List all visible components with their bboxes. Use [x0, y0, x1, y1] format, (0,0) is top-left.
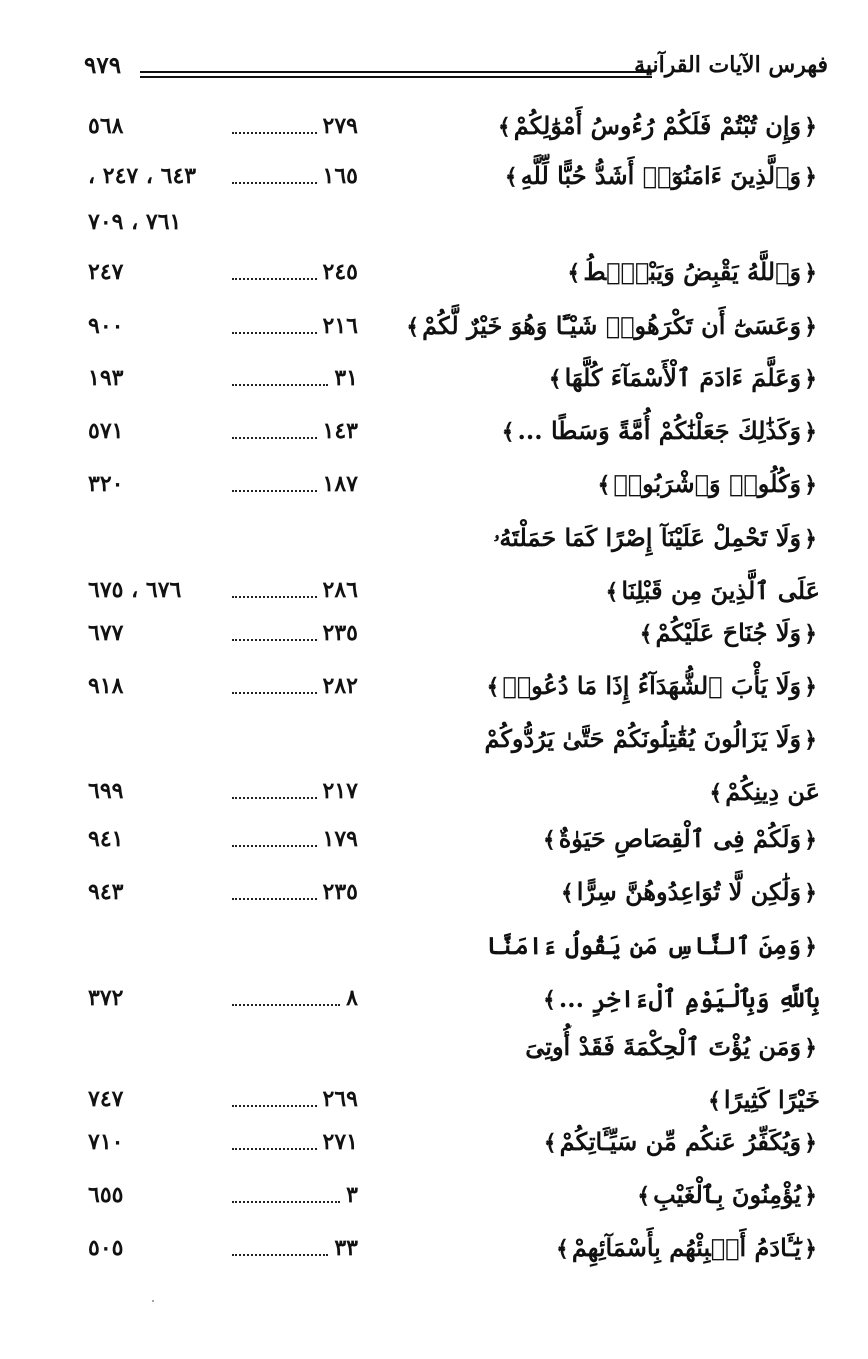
dot-leader — [232, 384, 328, 386]
bracket-close: ﴾ — [504, 164, 518, 190]
ayah-number: ٨ — [346, 985, 358, 1011]
bracket-open: ﴿ — [804, 1130, 817, 1156]
ayah-number: ٣ — [346, 1182, 358, 1208]
bracket-close: ﴾ — [497, 114, 511, 140]
page-reference: ١٩٣ — [88, 365, 124, 391]
ayah-number-cell — [232, 866, 358, 918]
index-entry — [0, 607, 868, 659]
bracket-open: ﴿ — [804, 164, 817, 190]
bracket-close: ﴾ — [542, 827, 556, 853]
bracket-open: ﴿ — [804, 526, 817, 552]
ayah-number: ٢٧١ — [322, 1129, 358, 1155]
bracket-open: ﴿ — [804, 366, 817, 392]
page-reference: ٩٤٣ — [88, 879, 124, 905]
bracket-close: ﴾ — [548, 366, 562, 392]
ayah-number-cell — [232, 405, 358, 457]
ayah-number-cell — [232, 300, 358, 352]
dot-leader — [232, 490, 317, 492]
index-entry — [0, 713, 868, 817]
paper-speck — [152, 1300, 154, 1302]
index-entry — [0, 866, 868, 918]
bracket-close: ﴾ — [501, 419, 515, 445]
bracket-close: ﴾ — [605, 579, 619, 605]
verse-words: وَلَا تَحْمِلْ عَلَيْنَآ إِصْرًا كَمَا حَمَلْتَهُۥ عَلَى ٱلَّذِينَ مِن قَبْلِنَا — [493, 523, 820, 605]
dot-leader — [232, 898, 317, 900]
page-reference: ٦٥٥ — [88, 1182, 124, 1208]
bracket-close: ﴾ — [486, 674, 500, 700]
verse-text — [490, 246, 820, 299]
verse-text — [406, 300, 820, 353]
verse-words: وَمِنَ ٱلنَّاسِ مَن يَقُولُ ءَامَنَّا بِٱللَّهِ وَبِٱلْيَوْمِ ٱلْءَاخِرِ ... — [486, 931, 820, 1013]
ayah-number-cell — [232, 352, 358, 404]
verse-text — [475, 920, 820, 1026]
ayah-number: ٣٣ — [334, 1235, 358, 1261]
bracket-open: ﴿ — [804, 727, 817, 753]
bracket-open: ﴿ — [804, 621, 817, 647]
bracket-close: ﴾ — [707, 1088, 721, 1114]
verse-text — [475, 1021, 820, 1127]
verse-words: وَلَا يَزَالُونَ يُقَٰتِلُونَكُمْ حَتَّىٰ يَرُدُّوكُمْ عَن دِينِكُمْ — [484, 724, 820, 806]
dot-leader — [232, 797, 317, 799]
page-reference: ٧١٠ — [88, 1129, 124, 1155]
verse-words: وَيُكَفِّرُ عَنكُم مِّن سَيِّـَٔاتِكُمْ — [559, 1127, 802, 1156]
index-entry — [0, 300, 868, 352]
ayah-number-cell — [232, 1222, 358, 1274]
ayah-number-cell — [232, 607, 358, 659]
verse-words: وَلَٰكِن لَّا تُوَاعِدُوهُنَّ سِرًّا — [576, 877, 802, 906]
bracket-close: ﴾ — [709, 780, 723, 806]
verse-text — [490, 1169, 820, 1222]
bracket-open: ﴿ — [804, 314, 817, 340]
page-reference: ٩٠٠ — [88, 313, 124, 339]
page-reference: ٧٤٧ — [88, 1086, 124, 1112]
verse-text — [486, 660, 820, 713]
bracket-close: ﴾ — [567, 260, 581, 286]
verse-text — [490, 866, 820, 919]
ayah-number: ٢٨٢ — [322, 673, 358, 699]
index-entry — [0, 512, 868, 616]
bracket-close: ﴾ — [597, 472, 611, 498]
ayah-number-cell — [232, 972, 358, 1024]
verse-words: وَإِن تُبْتُمْ فَلَكُمْ رُءُوسُ أَمْوَٰلِكُمْ — [513, 111, 802, 140]
bracket-close: ﴾ — [406, 314, 420, 340]
verse-text — [490, 458, 820, 511]
verse-text — [490, 100, 820, 153]
index-entry — [0, 1021, 868, 1125]
dot-leader — [232, 132, 317, 134]
page-reference: ٦٧٧ — [88, 620, 124, 646]
index-entry — [0, 920, 868, 1024]
ayah-number-cell — [232, 1116, 358, 1168]
page-reference: ٥٦٨ — [88, 113, 124, 139]
bracket-open: ﴿ — [804, 260, 817, 286]
ayah-number: ٣١ — [334, 365, 358, 391]
dot-leader — [232, 1201, 340, 1203]
verse-words: يُؤْمِنُونَ بِٱلْغَيْبِ — [653, 1180, 802, 1209]
page-reference: ٣٢٠ — [88, 471, 124, 497]
index-entry — [0, 405, 868, 457]
verse-text — [490, 813, 820, 866]
ayah-number-cell — [232, 246, 358, 298]
verse-text — [490, 150, 820, 203]
ayah-number-cell — [232, 660, 358, 712]
page-reference: ٥٧١ — [88, 418, 124, 444]
bracket-open: ﴿ — [804, 880, 817, 906]
verse-text — [490, 607, 820, 660]
dot-leader — [232, 437, 317, 439]
bracket-close: ﴾ — [639, 621, 653, 647]
bracket-open: ﴿ — [804, 1183, 817, 1209]
ayah-number: ٢١٧ — [322, 778, 358, 804]
bracket-open: ﴿ — [804, 472, 817, 498]
dot-leader — [232, 1004, 340, 1006]
verse-words: وَلَا جُنَاحَ عَلَيْكُمْ — [655, 618, 802, 647]
verse-words: وَكُلُوا۟ وَٱشْرَبُوا۟ — [613, 469, 802, 498]
dot-leader — [232, 1148, 317, 1150]
page-reference: ٩١٨ — [88, 673, 124, 699]
verse-words: وَٱللَّهُ يَقْبِضُ وَيَبْصُۜطُ — [583, 257, 802, 286]
page-reference: ٣٧٢ — [88, 985, 124, 1011]
page-reference: ٦٤٣ ، ٢٤٧ ، — [88, 163, 197, 189]
index-entry — [0, 150, 868, 246]
ayah-number: ٢٣٥ — [322, 879, 358, 905]
dot-leader — [232, 639, 317, 641]
ayah-number: ٢٤٥ — [322, 259, 358, 285]
verse-words: وَٱلَّذِينَ ءَامَنُوٓا۟ أَشَدُّ حُبًّا لِّلَّهِ — [520, 161, 802, 190]
verse-words: وَمَن يُؤْتَ ٱلْحِكْمَةَ فَقَدْ أُوتِىَ خَيْرًا كَثِيرًا — [525, 1032, 820, 1114]
verse-text — [475, 713, 820, 819]
page-reference: ٢٤٧ — [88, 259, 124, 285]
verse-text — [490, 1222, 820, 1275]
verse-text — [490, 1116, 820, 1169]
ayah-number: ١٨٧ — [322, 471, 358, 497]
running-header — [84, 50, 828, 94]
ayah-number: ٢٦٩ — [322, 1086, 358, 1112]
index-entry — [0, 352, 868, 404]
paper-speck — [570, 1025, 572, 1027]
page-reference: ٦٩٩ — [88, 778, 124, 804]
bracket-close: ﴾ — [543, 987, 556, 1013]
verse-words: وَلَا يَأْبَ ٱلشُّهَدَآءُ إِذَا مَا دُعُوا۟ — [502, 671, 802, 700]
bracket-close: ﴾ — [555, 1236, 569, 1262]
verse-text — [490, 352, 820, 405]
ayah-number: ١٤٣ — [322, 418, 358, 444]
verse-text — [475, 512, 820, 618]
verse-words: يَٰٓـَٔادَمُ أَنۢبِئْهُم بِأَسْمَآئِهِمْ — [571, 1233, 802, 1262]
ayah-number-cell — [232, 813, 358, 865]
page-number: ٩٧٩ — [84, 52, 122, 79]
index-entry — [0, 1116, 868, 1168]
page-reference: ٩٤١ — [88, 826, 124, 852]
verse-words: وَعَسَىٰٓ أَن تَكْرَهُوا۟ شَيْـًٔا وَهُوَ خَيْرٌ لَّكُمْ — [422, 311, 802, 340]
bracket-open: ﴿ — [804, 114, 817, 140]
header-title: فهرس الآيات القرآنية — [634, 52, 828, 78]
index-entry — [0, 458, 868, 510]
bracket-open: ﴿ — [804, 1035, 817, 1061]
dot-leader — [232, 1254, 328, 1256]
dot-leader — [232, 596, 317, 598]
bracket-close: ﴾ — [543, 1130, 557, 1156]
index-entry — [0, 660, 868, 712]
dot-leader — [232, 182, 317, 184]
ayah-number-cell — [232, 100, 358, 152]
bracket-open: ﴿ — [804, 934, 817, 960]
bracket-open: ﴿ — [804, 419, 817, 445]
ayah-number-cell — [232, 150, 358, 202]
ayah-number-cell — [232, 458, 358, 510]
dot-leader — [232, 278, 317, 280]
dot-leader — [232, 332, 317, 334]
verse-text — [490, 405, 820, 458]
index-entry — [0, 813, 868, 865]
index-entry — [0, 1169, 868, 1221]
ayah-number: ٢١٦ — [322, 313, 358, 339]
bracket-open: ﴿ — [804, 674, 817, 700]
bracket-close: ﴾ — [637, 1183, 651, 1209]
ayah-number: ١٧٩ — [322, 826, 358, 852]
ayah-number-cell — [232, 765, 358, 817]
page-reference: ٥٠٥ — [88, 1235, 124, 1261]
ayah-number-cell — [232, 1169, 358, 1221]
ayah-number: ٢٣٥ — [322, 620, 358, 646]
ayah-number: ٢٧٩ — [322, 113, 358, 139]
dot-leader — [232, 692, 317, 694]
ayah-number: ١٦٥ — [322, 163, 358, 189]
page-reference: ٦٧٦ ، ٦٧٥ — [88, 577, 182, 603]
header-double-rule — [140, 71, 652, 78]
index-entry — [0, 1222, 868, 1274]
index-entry — [0, 246, 868, 298]
bracket-open: ﴿ — [804, 827, 817, 853]
dot-leader — [232, 1105, 317, 1107]
dot-leader — [232, 845, 317, 847]
ayah-number: ٢٨٦ — [322, 577, 358, 603]
verse-words: وَلَكُمْ فِى ٱلْقِصَاصِ حَيَوٰةٌ — [558, 824, 802, 853]
index-entry — [0, 100, 868, 152]
verse-words: وَكَذَٰلِكَ جَعَلْنَٰكُمْ أُمَّةً وَسَطًا ... — [517, 416, 802, 445]
verse-words: وَعَلَّمَ ءَادَمَ ٱلْأَسْمَآءَ كُلَّهَا — [564, 363, 802, 392]
bracket-close: ﴾ — [560, 880, 574, 906]
page-reference-continued: ٧٦١ ، ٧٠٩ — [88, 209, 182, 235]
bracket-open: ﴿ — [804, 1236, 817, 1262]
